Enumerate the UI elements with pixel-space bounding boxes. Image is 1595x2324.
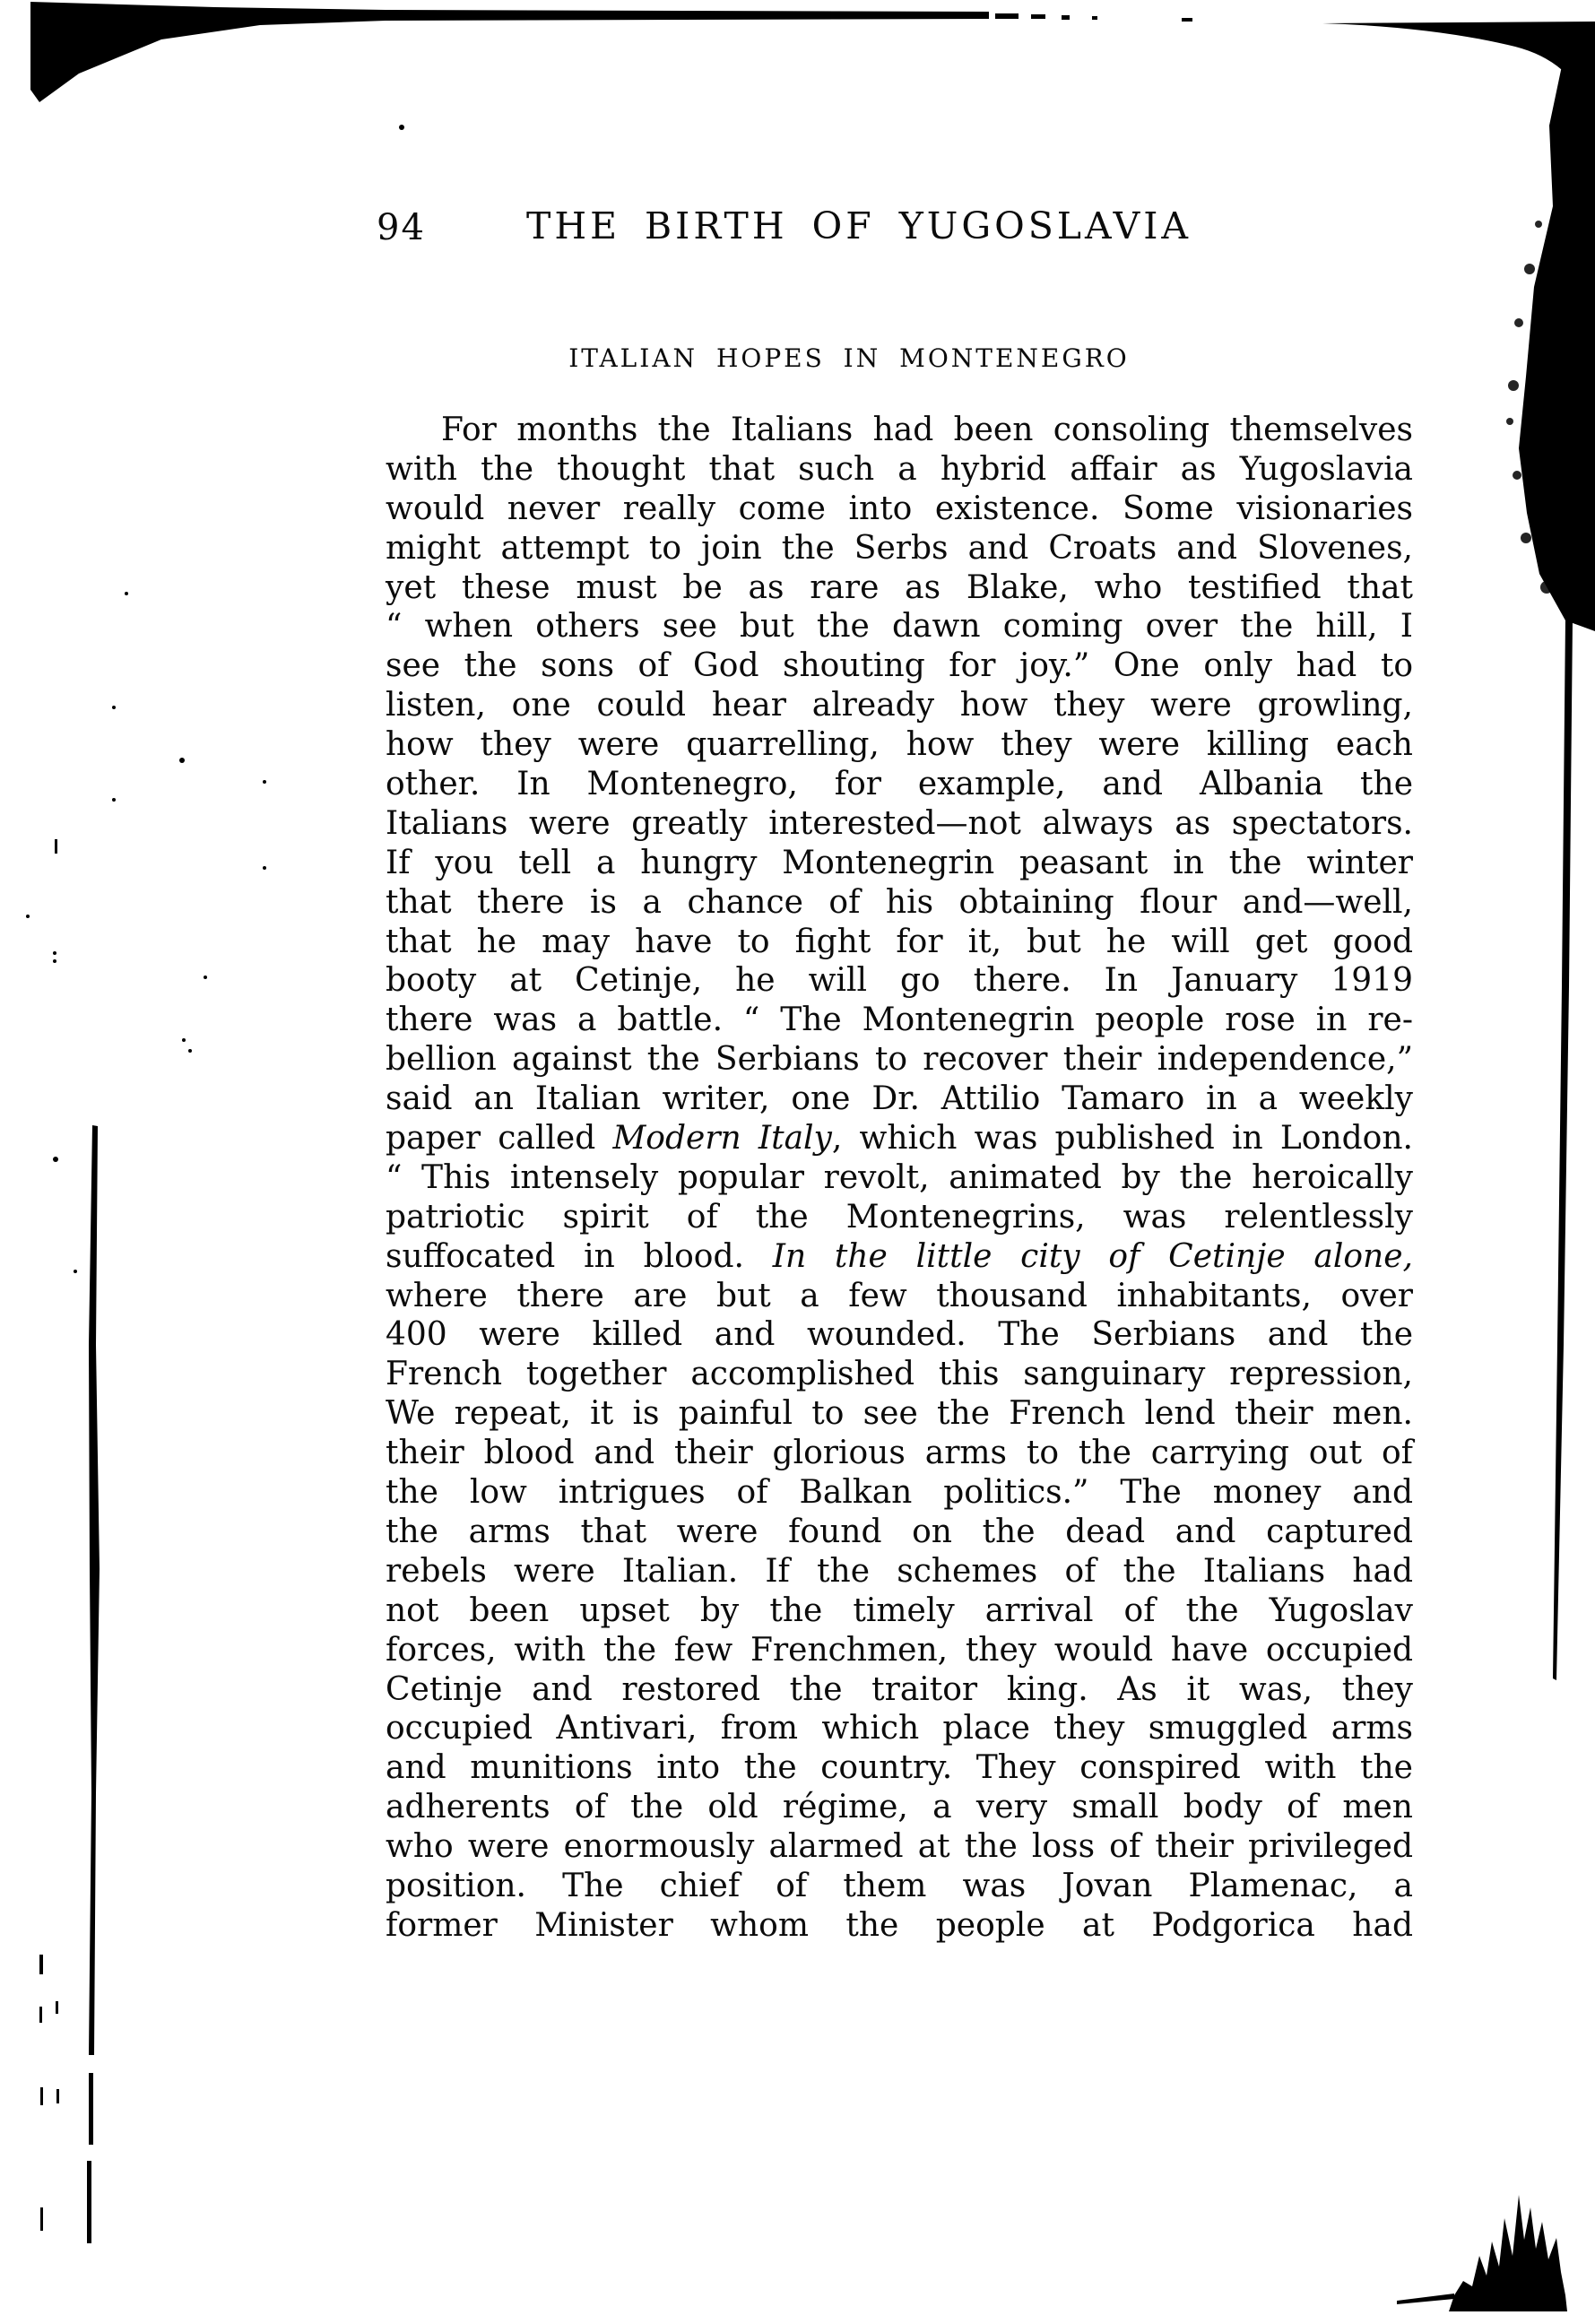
- ink-specks: [26, 125, 404, 1273]
- text-line: “ when others see but the dawn coming over the hill, I: [386, 608, 1413, 646]
- text-line: that he may have to fight for it, but he will get good: [386, 923, 1413, 960]
- text-line: patriotic spirit of the Montenegrins, was relentlessly: [386, 1198, 1413, 1236]
- left-margin-ticks: [39, 839, 59, 2231]
- text-line: where there are but a few thousand inhabitants, over: [386, 1277, 1413, 1314]
- text-line: with the thought that such a hybrid affair as Yugoslavia: [386, 450, 1413, 488]
- text-line: French together accomplished this sanguinary repression,: [386, 1356, 1413, 1393]
- text-line: listen, one could hear already how they were growling,: [386, 687, 1413, 724]
- text-line: We repeat, it is painful to see the French lend their men.: [386, 1395, 1413, 1433]
- text-line: If you tell a hungry Montenegrin peasant in the winter: [386, 844, 1413, 881]
- text-line: 400 were killed and wounded. The Serbians and the: [386, 1316, 1413, 1354]
- text-line: paper called Modern Italy, which was published in London.: [386, 1120, 1413, 1158]
- bottom-right-ink-blot: [1449, 2195, 1567, 2311]
- text-line: booty at Cetinje, he will go there. In January 1919: [386, 962, 1413, 1000]
- text-line: For months the Italians had been consoling themselves: [441, 412, 1413, 448]
- top-edge-dashes: [995, 13, 1192, 22]
- text-line: would never really come into existence. Some visionaries: [386, 490, 1413, 527]
- text-line: bellion against the Serbians to recover their independence,”: [386, 1041, 1413, 1079]
- top-right-page-curl: [1322, 22, 1595, 109]
- text-line: how they were quarrelling, how they were killing each: [386, 726, 1413, 764]
- text-line: other. In Montenegro, for example, and Albania the: [386, 766, 1413, 803]
- text-line: there was a battle. “ The Montenegrin people rose in re-: [386, 1002, 1413, 1039]
- text-line: and munitions into the country. They conspired with the: [386, 1749, 1413, 1787]
- text-line: Italians were greatly interested—not always as spectators.: [386, 804, 1413, 842]
- right-edge-speckle: [1506, 221, 1553, 594]
- right-edge-shadow: [1519, 45, 1595, 631]
- text-line: who were enormously alarmed at the loss of their privileged: [386, 1828, 1413, 1866]
- text-line: the low intrigues of Balkan politics.” The money and: [386, 1474, 1413, 1512]
- text-line: see the sons of God shouting for joy.” One only had to: [386, 647, 1413, 685]
- right-edge-line: [1553, 619, 1573, 1680]
- text-line: yet these must be as rare as Blake, who testified that: [386, 568, 1413, 606]
- section-heading: ITALIAN HOPES IN MONTENEGRO: [568, 343, 1130, 373]
- text-line: former Minister whom the people at Podgorica had: [386, 1906, 1413, 1944]
- text-line: occupied Antivari, from which place they smuggled arms: [386, 1710, 1413, 1747]
- text-line: suffocated in blood. In the little city of Cetinje alone,: [386, 1237, 1413, 1275]
- text-line: Cetinje and restored the traitor king. As it was, they: [386, 1670, 1413, 1708]
- text-line: not been upset by the timely arrival of the Yugoslav: [386, 1591, 1413, 1629]
- text-line: that there is a chance of his obtaining flour and—well,: [386, 883, 1413, 921]
- text-line: forces, with the few Frenchmen, they would have occupied: [386, 1631, 1413, 1669]
- running-title: THE BIRTH OF YUGOSLAVIA: [525, 204, 1192, 247]
- text-line: position. The chief of them was Jovan Plamenac, a: [386, 1867, 1413, 1904]
- page-number: 94: [377, 207, 426, 248]
- text-line: adherents of the old régime, a very small body of men: [386, 1789, 1413, 1826]
- text-line: their blood and their glorious arms to the carrying out of: [386, 1435, 1413, 1472]
- text-line: might attempt to join the Serbs and Croats and Slovenes,: [386, 529, 1413, 567]
- left-margin-line-segments: [87, 2073, 93, 2243]
- text-line: said an Italian writer, one Dr. Attilio Tamaro in a weekly: [386, 1080, 1413, 1118]
- text-line: rebels were Italian. If the schemes of the Italians had: [386, 1552, 1413, 1590]
- text-line: the arms that were found on the dead and captured: [386, 1513, 1413, 1550]
- left-margin-line: [89, 1125, 100, 2055]
- text-line: “ This intensely popular revolt, animated by the heroically: [386, 1158, 1413, 1196]
- body-text: [386, 411, 1413, 1946]
- bottom-right-ink-streak: [1397, 2294, 1454, 2304]
- top-left-ink-wedge: [30, 2, 989, 102]
